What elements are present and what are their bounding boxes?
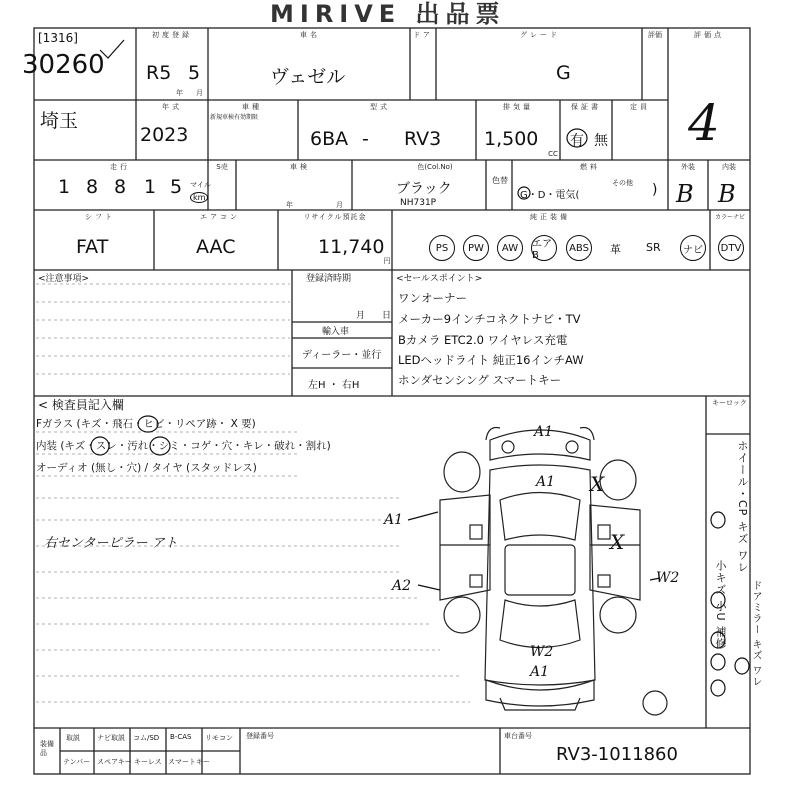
bottom-label-spare-key: スペアキー: [97, 758, 132, 766]
car-name: ヴェゼル: [270, 66, 346, 88]
side-note-col2: 小キズ 小U 補修: [714, 560, 727, 651]
label-color: 色(Col.No): [417, 163, 453, 171]
displacement: 1,500: [484, 128, 539, 150]
year-unit-1: 年: [176, 89, 186, 97]
label-warranty: 保証書: [571, 103, 601, 111]
bottom-label-sd: コム/SD: [133, 734, 160, 742]
reg-import-header: 輸入車: [322, 327, 350, 337]
mileage-digit-2: 8: [86, 176, 99, 198]
warranty-no: 無: [594, 133, 608, 149]
model-year: 2023: [140, 124, 189, 146]
mileage-digit-3: 8: [114, 176, 127, 198]
score-value: 4: [688, 94, 720, 152]
reg-era: R5: [146, 62, 172, 84]
label-shift: シフト: [85, 213, 115, 221]
label-equipment: 純正装備: [530, 213, 570, 221]
label-aircon: エアコン: [200, 213, 240, 221]
sales-point-3: Bカメラ ETC2.0 ワイヤレス充電: [398, 333, 568, 347]
label-score: 評価点: [694, 31, 724, 39]
mileage-digit-4: 1: [144, 176, 157, 198]
aircon-value: AAC: [196, 236, 236, 258]
exterior-grade: B: [676, 180, 694, 208]
lot-number: 30260: [22, 50, 105, 80]
label-sales-points: <セールスポイント>: [396, 274, 483, 284]
mileage-unit-km: km: [190, 192, 208, 203]
mark-right-rear: W2: [656, 570, 680, 586]
label-fuel: 燃料: [580, 163, 600, 171]
color-marker: 色替: [492, 176, 508, 185]
model-code: RV3: [404, 128, 442, 150]
equipment-4: ABS: [566, 235, 592, 261]
label-other-eq: カラーナビ: [714, 214, 745, 221]
yen-unit: 円: [383, 257, 391, 265]
warranty-yes: 有: [570, 133, 584, 149]
bottom-label-remote: リモコン: [205, 734, 233, 742]
reg-dealer: ディーラー・並行: [302, 350, 382, 361]
label-reg-number: 登録番号: [246, 732, 274, 740]
bottom-label-keyless: キーレス: [134, 758, 162, 766]
equipment-6: SR: [646, 241, 661, 254]
car-diagram: [440, 428, 667, 716]
label-eval-short: 評価: [648, 31, 662, 39]
location: 埼玉: [40, 110, 79, 132]
bottom-label-tamper: テンパー: [63, 758, 91, 766]
bottom-label-smart-key: スマートキー: [168, 758, 210, 766]
grade: G: [556, 62, 571, 84]
label-model-year: 年式: [162, 103, 182, 111]
side-note-col1: ホイール・CP キズ ワレ: [736, 440, 749, 574]
side-note-col3: ドアミラー キズ ワレ: [750, 580, 761, 688]
label-door: ドア: [413, 31, 433, 39]
label-interior: 内装: [722, 163, 736, 171]
mark-hood: A1: [536, 474, 556, 490]
bottom-label-nav-manual: ナビ取説: [97, 734, 125, 742]
inspector-line-1: Fガラス (キズ・飛石・ヒビ・リペア跡・ X 要): [36, 418, 256, 430]
label-mileage: 走行: [110, 163, 130, 171]
bottom-label-bcas: B-CAS: [170, 733, 192, 741]
equipment-7: ナビ: [680, 235, 706, 261]
sales-point-5: ホンダセンシング スマートキー: [398, 373, 562, 387]
label-chassis: 車台番号: [504, 732, 532, 740]
label-exterior: 外装: [681, 163, 695, 171]
bottom-label-accessories: 装備品: [40, 740, 54, 757]
label-inspection: 定員: [630, 103, 650, 111]
color-name: ブラック: [396, 181, 452, 197]
bottom-label-manual: 取説: [66, 734, 80, 742]
month-unit-1: 月: [196, 89, 206, 97]
mark-rear-bottom: A1: [530, 664, 550, 680]
equipment-2: AW: [497, 235, 523, 261]
dealer-note: 新規車検有効期限: [210, 114, 259, 121]
equipment-1: PW: [463, 235, 489, 261]
label-keyless: キーロック: [712, 399, 747, 407]
mark-left: A1: [384, 512, 404, 528]
sales-point-4: LEDヘッドライト 純正16インチAW: [398, 353, 584, 367]
fuel-other: その他: [612, 179, 633, 187]
cc-unit: CC: [548, 150, 558, 158]
label-recycle: リサイクル預託金: [303, 213, 367, 221]
chassis-number: RV3-1011860: [556, 744, 678, 765]
reg-month: 月: [356, 311, 366, 321]
lot-code: [1316]: [38, 31, 78, 45]
mark-right-xx: X: [610, 530, 625, 554]
label-inspector: < 検査員記入欄: [38, 398, 124, 412]
equipment-3: エアB: [531, 235, 557, 261]
model-dash: -: [362, 128, 369, 150]
year-unit-2: 年: [286, 201, 296, 209]
reg-month: 5: [188, 62, 201, 84]
sales-point-1: ワンオーナー: [398, 291, 467, 305]
interior-grade: B: [718, 180, 736, 208]
equipment-0: PS: [429, 235, 455, 261]
equipment-5: 革: [610, 243, 621, 256]
label-model-code: 型式: [370, 103, 390, 111]
label-repair: 車検: [290, 163, 310, 171]
label-mileage-unit: S売: [216, 163, 228, 171]
mark-right-x: X: [590, 472, 605, 496]
mileage-digit-5: 5: [170, 176, 183, 198]
color-code: NH731P: [400, 198, 437, 208]
inspector-line-3: オーディオ (無し・穴) / タイヤ (スタッドレス): [36, 462, 257, 474]
fuel-close: ): [652, 182, 658, 198]
mileage-unit-mile: マイル: [190, 181, 211, 189]
handwritten-note: 右センターピラー アト: [44, 536, 178, 551]
label-car-name: 車名: [300, 31, 320, 39]
sheet-title: MIRIVE 出品票: [270, 0, 506, 28]
model-prefix: 6BA: [310, 128, 349, 150]
mark-left-rear: A2: [392, 578, 412, 594]
mark-rear: W2: [530, 644, 554, 660]
label-vehicle-model: 車種: [242, 103, 262, 111]
mileage-digit-1: 1: [58, 176, 71, 198]
label-reg-header: 登録済時期: [306, 274, 352, 284]
label-grade: グレード: [520, 31, 560, 39]
inspector-line-2: 内装 (キズ・スレ・汚れ・シミ・コゲ・穴・キレ・破れ・割れ): [36, 440, 331, 452]
label-notes: <注意事項>: [38, 274, 90, 284]
label-displacement: 排気量: [503, 103, 533, 111]
shift-value: FAT: [76, 236, 109, 258]
mark-top: A1: [534, 424, 554, 440]
sales-point-2: メーカー9インチコネクトナビ・TV: [398, 312, 581, 326]
reg-day: 日: [382, 311, 392, 321]
equipment-8: DTV: [718, 235, 744, 261]
label-first-reg: 初度登録: [152, 31, 192, 39]
recycle-value: 11,740: [318, 236, 385, 258]
reg-handle: 左H ・ 右H: [308, 380, 360, 391]
month-unit-2: 月: [336, 201, 346, 209]
fuel-types: G・D・電気(: [520, 190, 580, 201]
